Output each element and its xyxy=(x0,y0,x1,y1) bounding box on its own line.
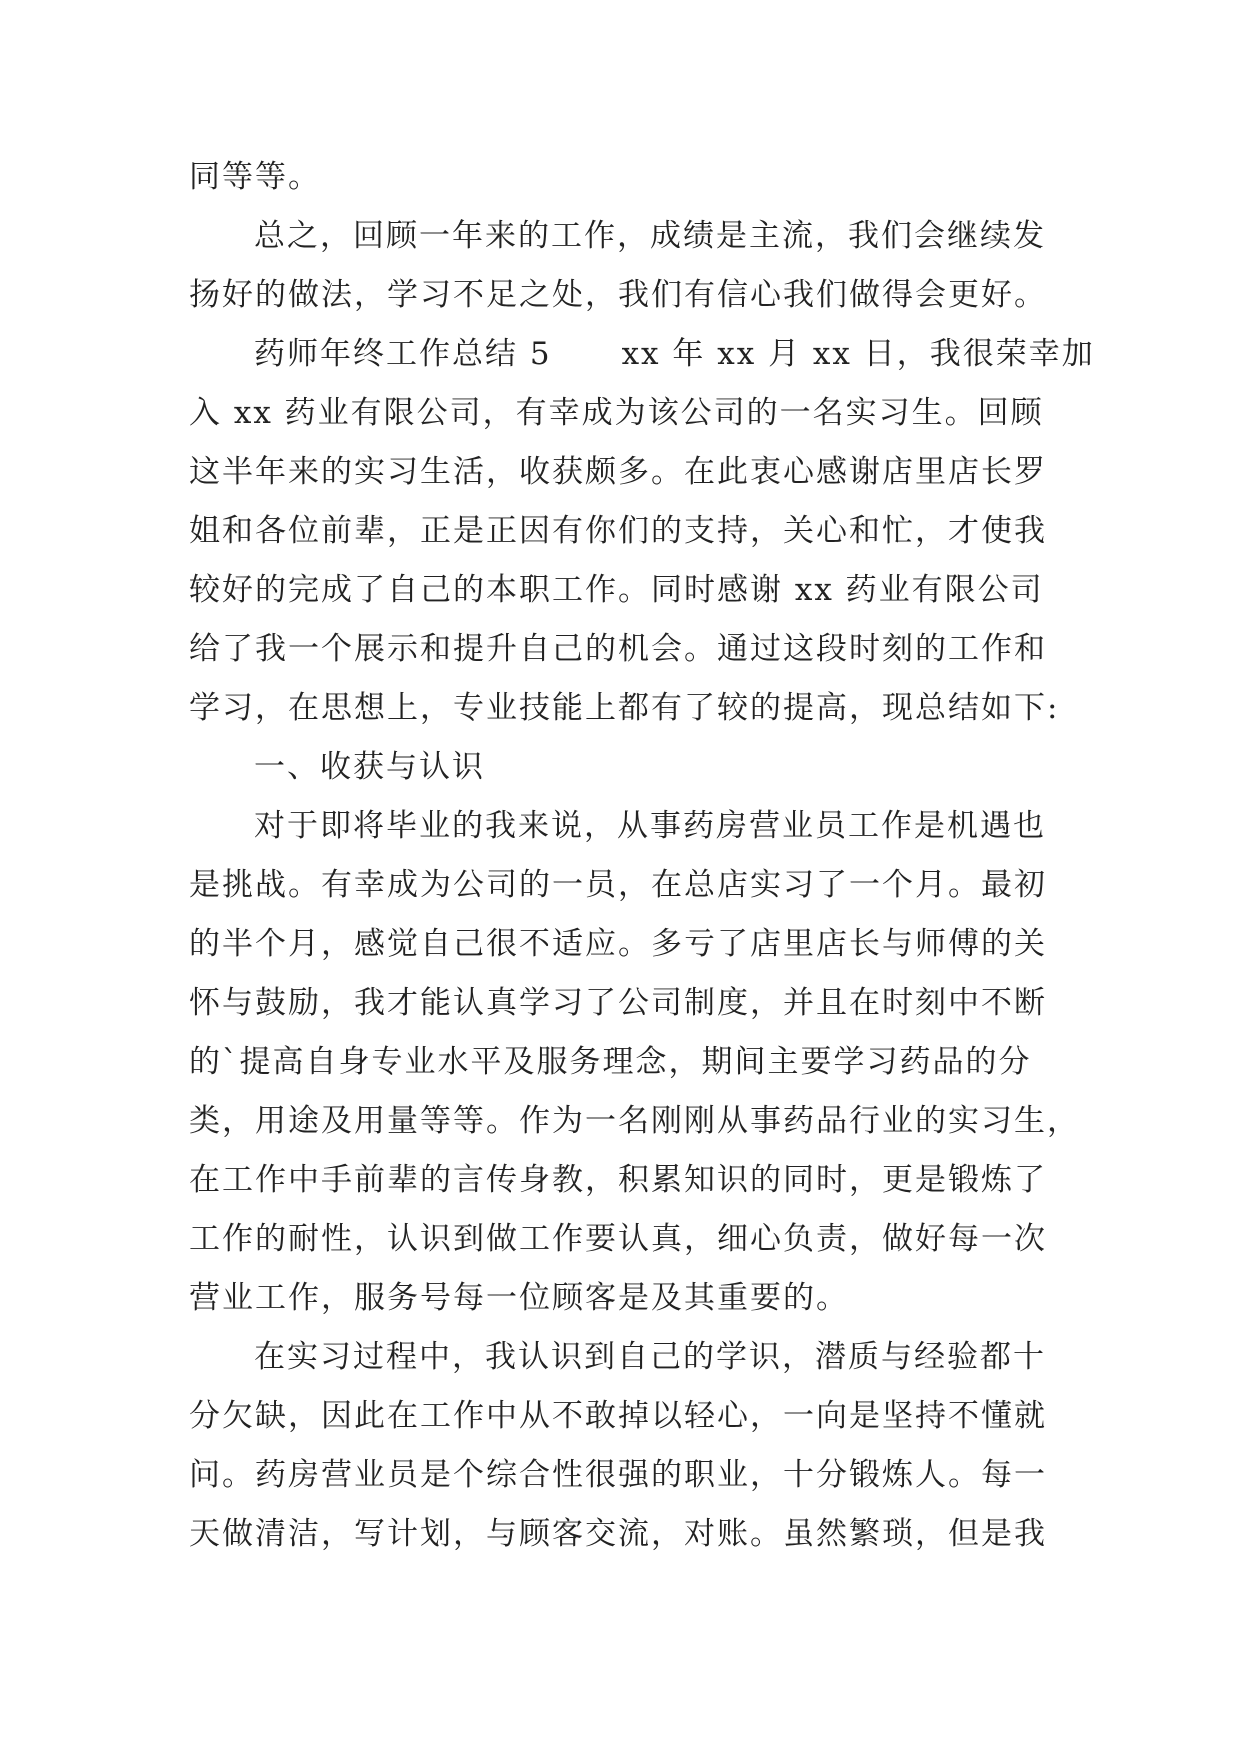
text-line: 类，用途及用量等等。作为一名刚刚从事药品行业的实习生， xyxy=(189,1103,1080,1139)
paragraph-first-line: 对于即将毕业的我来说，从事药房营业员工作是机遇也 xyxy=(254,808,1046,844)
text-line: 在工作中手前辈的言传身教，积累知识的同时，更是锻炼了 xyxy=(189,1162,1047,1198)
section-title-line xyxy=(189,325,1095,384)
text-line: 同等等。 xyxy=(189,159,321,195)
text-line: 较好的完成了自己的本职工作。同时感谢 xx 药业有限公司 xyxy=(189,572,1044,608)
text-line: 营业工作，服务号每一位顾客是及其重要的。 xyxy=(189,1280,849,1316)
text-line: 的`提高自身专业水平及服务理念，期间主要学习药品的分 xyxy=(189,1044,1032,1080)
paragraph-first-line: 总之，回顾一年来的工作，成绩是主流，我们会继续发 xyxy=(254,218,1046,254)
text-line: 学习，在思想上，专业技能上都有了较的提高，现总结如下: xyxy=(189,690,1060,726)
text-line: 扬好的做法，学习不足之处，我们有信心我们做得会更好。 xyxy=(189,277,1047,313)
text-line: 怀与鼓励，我才能认真学习了公司制度，并且在时刻中不断 xyxy=(189,985,1047,1021)
text-line: 这半年来的实习生活，收获颇多。在此衷心感谢店里店长罗 xyxy=(189,454,1047,490)
text-line: 的半个月，感觉自己很不适应。多亏了店里店长与师傅的关 xyxy=(189,926,1047,962)
text-line: 姐和各位前辈，正是正因有你们的支持，关心和忙，才使我 xyxy=(189,513,1047,549)
body-text xyxy=(189,148,1095,1564)
text-line: 是挑战。有幸成为公司的一员，在总店实习了一个月。最初 xyxy=(189,867,1047,903)
text-line: 入 xx 药业有限公司，有幸成为该公司的一名实习生。回顾 xyxy=(189,395,1044,431)
paragraph-first-line: 在实习过程中，我认识到自己的学识，潜质与经验都十 xyxy=(254,1339,1046,1375)
subheading: 一、收获与认识 xyxy=(254,749,485,785)
text-line: 工作的耐性，认识到做工作要认真，细心负责，做好每一次 xyxy=(189,1221,1047,1257)
text-line: 问。药房营业员是个综合性很强的职业，十分锻炼人。每一 xyxy=(189,1457,1047,1493)
paragraph-start: xx 年 xx 月 xx 日，我很荣幸加 xyxy=(621,336,1095,372)
text-line: 天做清洁，写计划，与顾客交流，对账。虽然繁琐，但是我 xyxy=(189,1516,1047,1552)
text-line: 给了我一个展示和提升自己的机会。通过这段时刻的工作和 xyxy=(189,631,1047,667)
text-line: 分欠缺，因此在工作中从不敢掉以轻心，一向是坚持不懂就 xyxy=(189,1398,1047,1434)
section-title: 药师年终工作总结 5 xyxy=(254,336,552,372)
